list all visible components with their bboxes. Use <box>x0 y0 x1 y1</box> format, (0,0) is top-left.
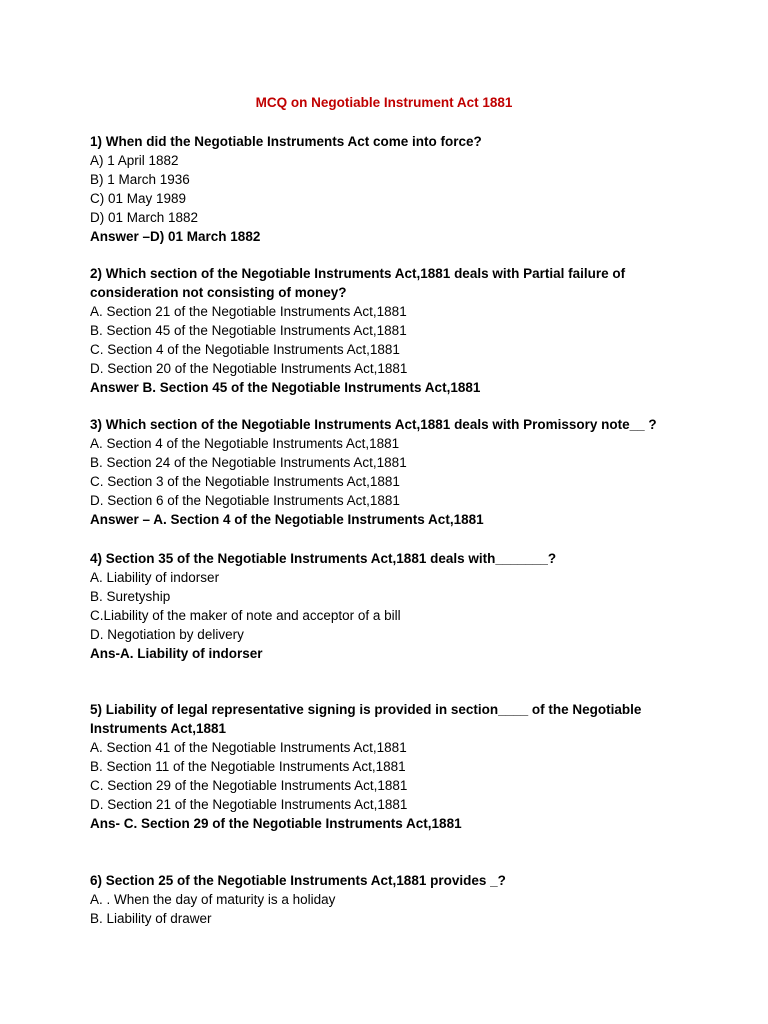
option: D) 01 March 1882 <box>90 210 199 225</box>
option: A. Section 41 of the Negotiable Instruments Act,1881 <box>90 740 407 755</box>
option: B. Section 45 of the Negotiable Instruments Act,1881 <box>90 323 407 338</box>
question-block-3 <box>90 415 657 529</box>
question-text: Instruments Act,1881 <box>90 721 227 736</box>
question-text: 3) Which section of the Negotiable Instruments Act,1881 deals with Promissory note__ ? <box>90 417 657 432</box>
answer-text: Answer B. Section 45 of the Negotiable Instruments Act,1881 <box>90 380 481 395</box>
question-text: 4) Section 35 of the Negotiable Instruments Act,1881 deals with_______? <box>90 551 557 566</box>
option: B. Suretyship <box>90 589 171 604</box>
option: A) 1 April 1882 <box>90 153 179 168</box>
question-text: 2) Which section of the Negotiable Instruments Act,1881 deals with Partial failure of <box>90 266 626 281</box>
answer-text: Ans- C. Section 29 of the Negotiable Instruments Act,1881 <box>90 816 462 831</box>
option: B. Section 11 of the Negotiable Instruments Act,1881 <box>90 759 406 774</box>
question-text: 5) Liability of legal representative signing is provided in section____ of the Negotiable <box>90 702 642 717</box>
answer-text: Answer – A. Section 4 of the Negotiable Instruments Act,1881 <box>90 512 484 527</box>
option: D. Section 21 of the Negotiable Instruments Act,1881 <box>90 797 408 812</box>
question-text: consideration not consisting of money? <box>90 285 347 300</box>
question-block-5 <box>90 700 650 833</box>
option: A. Section 4 of the Negotiable Instruments Act,1881 <box>90 436 400 451</box>
option: C. Section 4 of the Negotiable Instruments Act,1881 <box>90 342 400 357</box>
option: C.Liability of the maker of note and acceptor of a bill <box>90 608 401 623</box>
answer-text: Answer –D) 01 March 1882 <box>90 229 261 244</box>
option: D. Section 20 of the Negotiable Instruments Act,1881 <box>90 361 408 376</box>
option: A. Liability of indorser <box>90 570 220 585</box>
option: A. . When the day of maturity is a holiday <box>90 892 336 907</box>
answer-text: Ans-A. Liability of indorser <box>90 646 263 661</box>
option: C. Section 29 of the Negotiable Instruments Act,1881 <box>90 778 408 793</box>
option: C) 01 May 1989 <box>90 191 187 206</box>
option: D. Negotiation by delivery <box>90 627 244 642</box>
question-text: 1) When did the Negotiable Instruments Act come into force? <box>90 134 482 149</box>
question-block-1 <box>90 132 650 246</box>
option: B. Section 24 of the Negotiable Instruments Act,1881 <box>90 455 407 470</box>
option: B. Liability of drawer <box>90 911 212 926</box>
question-block-6 <box>90 871 650 928</box>
question-block-2 <box>90 264 650 397</box>
document-title: MCQ on Negotiable Instrument Act 1881 <box>255 95 513 110</box>
option: C. Section 3 of the Negotiable Instruments Act,1881 <box>90 474 400 489</box>
question-text: 6) Section 25 of the Negotiable Instruments Act,1881 provides _? <box>90 873 506 888</box>
option: B) 1 March 1936 <box>90 172 190 187</box>
question-block-4 <box>90 549 650 663</box>
option: A. Section 21 of the Negotiable Instruments Act,1881 <box>90 304 407 319</box>
option: D. Section 6 of the Negotiable Instruments Act,1881 <box>90 493 400 508</box>
